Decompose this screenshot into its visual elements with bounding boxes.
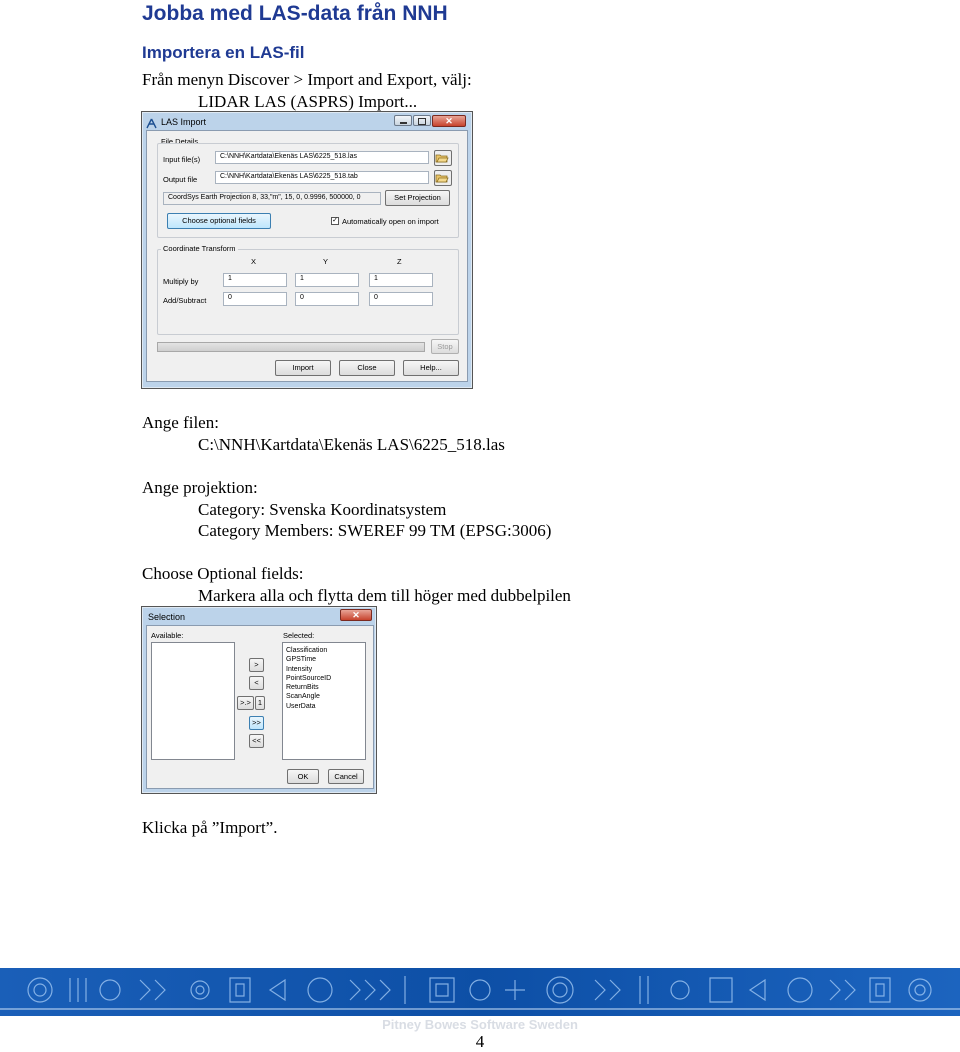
coordinate-transform-label: Coordinate Transform xyxy=(163,244,236,253)
input-file-field[interactable]: C:\NNH\Kartdata\Ekenäs LAS\6225_518.las xyxy=(215,151,429,164)
add-all-button[interactable]: >> xyxy=(249,716,264,730)
cancel-button[interactable]: Cancel xyxy=(328,769,364,784)
available-listbox[interactable] xyxy=(151,642,235,760)
ange-filen-label: Ange filen: xyxy=(142,413,219,432)
list-item[interactable]: GPSTime xyxy=(286,656,317,664)
add-subtract-label: Add/Subtract xyxy=(163,296,207,305)
help-button[interactable]: Help... xyxy=(403,360,459,376)
close-icon: ✕ xyxy=(445,116,453,126)
import-button[interactable]: Import xyxy=(275,360,331,376)
move-to-button[interactable]: >.> xyxy=(237,696,254,710)
add-z-input[interactable]: 0 xyxy=(369,292,433,306)
footer-company: Pitney Bowes Software Sweden xyxy=(382,1017,578,1032)
selected-listbox[interactable] xyxy=(282,642,366,760)
input-file-label: Input file(s) xyxy=(163,155,201,164)
y-column-header: Y xyxy=(323,257,329,266)
list-item[interactable]: UserData xyxy=(286,702,316,710)
las-import-dialog xyxy=(141,111,473,389)
folder-open-icon xyxy=(435,152,449,164)
selection-close-window-button[interactable] xyxy=(340,609,372,621)
add-y-input[interactable]: 0 xyxy=(295,292,359,306)
available-label: Available: xyxy=(151,631,184,640)
remove-selected-button[interactable]: < xyxy=(249,676,264,690)
las-dialog-body xyxy=(146,130,468,382)
add-selected-button[interactable]: > xyxy=(249,658,264,672)
list-item[interactable]: Classification xyxy=(286,647,328,654)
position-button[interactable]: 1 xyxy=(255,696,265,710)
coordsys-field: CoordSys Earth Projection 8, 33,"m", 15, 0, 0.9996, 500000, 0 xyxy=(163,192,381,205)
page-number: 4 xyxy=(475,1032,485,1051)
choose-optional-title: Choose Optional fields: xyxy=(142,564,304,583)
stop-button[interactable]: Stop xyxy=(431,339,459,354)
intro-line-menu-item: LIDAR LAS (ASPRS) Import... xyxy=(198,92,418,111)
minimize-button[interactable] xyxy=(394,115,412,126)
ok-button[interactable]: OK xyxy=(287,769,319,784)
remove-all-button[interactable]: << xyxy=(249,734,264,748)
list-item[interactable]: ReturnBits xyxy=(286,684,319,692)
close-button[interactable]: Close xyxy=(339,360,395,376)
page-heading: Jobba med LAS-data från NNH xyxy=(142,2,448,25)
selected-label: Selected: xyxy=(283,631,315,640)
list-item[interactable]: Intensity xyxy=(286,665,313,673)
minimize-icon xyxy=(400,122,407,124)
selection-dialog-title: Selection xyxy=(148,612,186,622)
section-heading: Importera en LAS-fil xyxy=(142,43,305,62)
multiply-x-input[interactable]: 1 xyxy=(223,273,287,287)
set-projection-button[interactable]: Set Projection xyxy=(385,190,450,206)
footer-decorative-band xyxy=(0,968,960,1016)
multiply-by-label: Multiply by xyxy=(163,277,199,286)
las-app-icon xyxy=(146,116,157,127)
maximize-icon xyxy=(418,118,426,125)
output-file-field[interactable]: C:\NNH\Kartdata\Ekenäs LAS\6225_518.tab xyxy=(215,171,429,184)
list-item[interactable]: PointSourceID xyxy=(286,674,332,682)
projektion-category: Category: Svenska Koordinatsystem xyxy=(198,500,447,519)
auto-open-checkbox[interactable]: ✓ xyxy=(332,217,338,224)
maximize-button[interactable] xyxy=(413,115,431,126)
projektion-members: Category Members: SWEREF 99 TM (EPSG:3006) xyxy=(198,521,552,540)
multiply-y-input[interactable]: 1 xyxy=(295,273,359,287)
progress-bar xyxy=(157,342,425,352)
x-column-header: X xyxy=(251,257,257,266)
multiply-z-input[interactable]: 1 xyxy=(369,273,433,287)
file-details-label: File Details xyxy=(161,137,199,146)
browse-output-button[interactable] xyxy=(434,170,452,186)
choose-optional-instruction: Markera alla och flytta dem till höger med dubbelpilen xyxy=(198,586,571,605)
output-file-label: Output file xyxy=(163,175,198,184)
ange-filen-value: C:\NNH\Kartdata\Ekenäs LAS\6225_518.las xyxy=(198,435,505,454)
folder-open-icon xyxy=(435,172,449,184)
selection-dialog xyxy=(141,606,377,794)
ange-projektion-label: Ange projektion: xyxy=(142,478,258,497)
list-item[interactable]: ScanAngle xyxy=(286,693,320,701)
z-column-header: Z xyxy=(397,257,402,266)
footer-pattern-graphic xyxy=(0,968,960,1016)
final-instruction: Klicka på ”Import”. xyxy=(142,818,278,837)
choose-optional-fields-button[interactable]: Choose optional fields xyxy=(167,213,271,229)
las-dialog-title: LAS Import xyxy=(161,117,207,127)
add-x-input[interactable]: 0 xyxy=(223,292,287,306)
intro-line-menu-path: Från menyn Discover > Import and Export, välj: xyxy=(142,70,472,89)
selection-dialog-body xyxy=(146,625,374,789)
browse-input-button[interactable] xyxy=(434,150,452,166)
close-icon: ✕ xyxy=(352,610,360,620)
close-window-button[interactable] xyxy=(432,115,466,127)
auto-open-label: Automatically open on import xyxy=(342,217,439,226)
